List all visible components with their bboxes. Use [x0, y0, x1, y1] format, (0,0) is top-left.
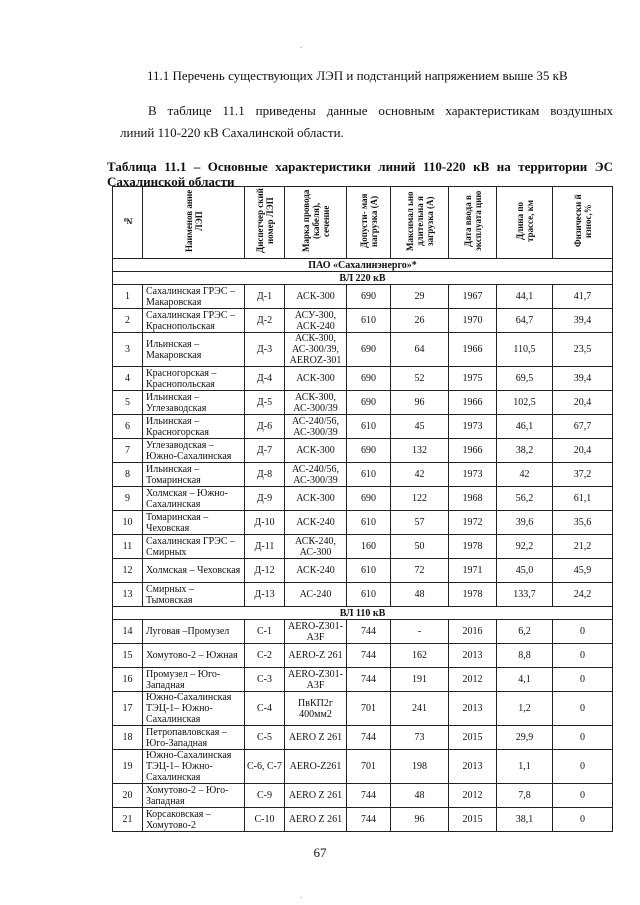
physical-wear: 23,5 — [553, 333, 613, 367]
line-name: Петропавловская – Юго-Западная — [143, 726, 245, 750]
physical-wear: 67,7 — [553, 415, 613, 439]
page-number: 67 — [313, 845, 327, 860]
dispatch-number: Д-7 — [245, 439, 285, 463]
physical-wear: 61,1 — [553, 487, 613, 511]
table-row — [113, 309, 613, 333]
physical-wear: 0 — [553, 750, 613, 784]
row-number: 3 — [113, 333, 143, 367]
commission-date: 2015 — [449, 726, 497, 750]
table-header-row — [113, 187, 613, 259]
allowed-load: 690 — [347, 439, 391, 463]
max-load: 162 — [391, 644, 449, 668]
route-length: 42 — [497, 463, 553, 487]
max-load: 64 — [391, 333, 449, 367]
physical-wear: 0 — [553, 668, 613, 692]
row-number: 2 — [113, 309, 143, 333]
dispatch-number: Д-6 — [245, 415, 285, 439]
max-load: 29 — [391, 285, 449, 309]
table-row — [113, 620, 613, 644]
column-header-label: Допусти- мая нагрузка (А) — [358, 193, 379, 249]
commission-date: 1966 — [449, 391, 497, 415]
physical-wear: 20,4 — [553, 439, 613, 463]
physical-wear: 21,2 — [553, 535, 613, 559]
commission-date: 1966 — [449, 439, 497, 463]
wire-brand: AERO-Z261 — [285, 750, 347, 784]
line-name: Корсаковская – Хомутово-2 — [143, 808, 245, 832]
column-header — [347, 187, 391, 259]
line-name: Смирных – Тымовская — [143, 583, 245, 607]
row-number: 10 — [113, 511, 143, 535]
max-load: 122 — [391, 487, 449, 511]
wire-brand: АСК-240 — [285, 559, 347, 583]
row-number: 9 — [113, 487, 143, 511]
dispatch-number: Д-12 — [245, 559, 285, 583]
route-length: 4,1 — [497, 668, 553, 692]
table-row — [113, 750, 613, 784]
dispatch-number: Д-1 — [245, 285, 285, 309]
table-row — [113, 535, 613, 559]
dispatch-number: С-10 — [245, 808, 285, 832]
route-length: 45,0 — [497, 559, 553, 583]
row-number: 8 — [113, 463, 143, 487]
route-length: 92,2 — [497, 535, 553, 559]
wire-brand: AERO-Z 261 — [285, 644, 347, 668]
line-name: Луговая –Промузел — [143, 620, 245, 644]
dispatch-number: Д-4 — [245, 367, 285, 391]
line-name: Холмская – Чеховская — [143, 559, 245, 583]
route-length: 46,1 — [497, 415, 553, 439]
column-header — [449, 187, 497, 259]
wire-brand: AERO Z 261 — [285, 808, 347, 832]
route-length: 1,2 — [497, 692, 553, 726]
line-name: Хомутово-2 – Южная — [143, 644, 245, 668]
dispatch-number: Д-13 — [245, 583, 285, 607]
table-row — [113, 784, 613, 808]
wire-brand: АСУ-300, АСК-240 — [285, 309, 347, 333]
max-load: 48 — [391, 784, 449, 808]
line-name: Ильинская – Красногорская — [143, 415, 245, 439]
column-header-label: Диспетчер ский номер ЛЭП — [254, 188, 275, 254]
allowed-load: 744 — [347, 644, 391, 668]
wire-brand: АС-240/56, АС-300/39 — [285, 463, 347, 487]
line-name: Сахалинская ГРЭС – Краснопольская — [143, 309, 245, 333]
column-header-label: Наименов ание ЛЭП — [183, 189, 204, 253]
commission-date: 2013 — [449, 692, 497, 726]
max-load: 42 — [391, 463, 449, 487]
table-row — [113, 808, 613, 832]
wire-brand: АСК-300 — [285, 487, 347, 511]
section-220-row — [113, 272, 613, 285]
max-load: 191 — [391, 668, 449, 692]
column-header-label: Длина по трассе, км — [514, 200, 535, 242]
column-header — [143, 187, 245, 259]
column-header — [391, 187, 449, 259]
column-header-label: № — [122, 216, 133, 226]
allowed-load: 610 — [347, 309, 391, 333]
allowed-load: 610 — [347, 559, 391, 583]
commission-date: 2016 — [449, 620, 497, 644]
max-load: 50 — [391, 535, 449, 559]
commission-date: 1968 — [449, 487, 497, 511]
table-row — [113, 391, 613, 415]
route-length: 1,1 — [497, 750, 553, 784]
table-row — [113, 583, 613, 607]
column-header — [245, 187, 285, 259]
allowed-load: 744 — [347, 668, 391, 692]
table-row — [113, 463, 613, 487]
table-row — [113, 487, 613, 511]
route-length: 133,7 — [497, 583, 553, 607]
route-length: 38,1 — [497, 808, 553, 832]
physical-wear: 0 — [553, 644, 613, 668]
table-row — [113, 439, 613, 463]
column-header — [497, 187, 553, 259]
row-number: 5 — [113, 391, 143, 415]
row-number: 20 — [113, 784, 143, 808]
max-load: 241 — [391, 692, 449, 726]
row-number: 21 — [113, 808, 143, 832]
route-length: 110,5 — [497, 333, 553, 367]
row-number: 12 — [113, 559, 143, 583]
wire-brand: АСК-300 — [285, 367, 347, 391]
route-length: 6,2 — [497, 620, 553, 644]
table-row — [113, 511, 613, 535]
route-length: 64,7 — [497, 309, 553, 333]
commission-date: 1973 — [449, 463, 497, 487]
dispatch-number: С-2 — [245, 644, 285, 668]
row-number: 15 — [113, 644, 143, 668]
caption-line-2: Сахалинской области — [107, 174, 235, 189]
max-load: - — [391, 620, 449, 644]
allowed-load: 610 — [347, 583, 391, 607]
physical-wear: 20,4 — [553, 391, 613, 415]
physical-wear: 0 — [553, 784, 613, 808]
allowed-load: 744 — [347, 784, 391, 808]
commission-date: 1966 — [449, 333, 497, 367]
line-name: Томаринская – Чеховская — [143, 511, 245, 535]
row-number: 17 — [113, 692, 143, 726]
company-row — [113, 259, 613, 272]
allowed-load: 690 — [347, 391, 391, 415]
section-110-row — [113, 607, 613, 620]
route-length: 44,1 — [497, 285, 553, 309]
column-header — [553, 187, 613, 259]
physical-wear: 39,4 — [553, 309, 613, 333]
line-name: Южно-Сахалинская ТЭЦ-1– Южно-Сахалинская — [143, 750, 245, 784]
commission-date: 1975 — [449, 367, 497, 391]
line-name: Хомутово-2 – Юго-Западная — [143, 784, 245, 808]
commission-date: 2012 — [449, 668, 497, 692]
physical-wear: 0 — [553, 692, 613, 726]
table-row — [113, 333, 613, 367]
row-number: 13 — [113, 583, 143, 607]
physical-wear: 37,2 — [553, 463, 613, 487]
allowed-load: 690 — [347, 367, 391, 391]
row-number: 4 — [113, 367, 143, 391]
dispatch-number: С-1 — [245, 620, 285, 644]
column-header — [113, 187, 143, 259]
commission-date: 1978 — [449, 535, 497, 559]
caption-line-1: Таблица 11.1 – Основные характеристики линий 110-220 кВ на территории ЭС — [107, 159, 613, 174]
table-row — [113, 692, 613, 726]
allowed-load: 701 — [347, 692, 391, 726]
table-caption — [107, 159, 613, 189]
physical-wear: 41,7 — [553, 285, 613, 309]
line-name: Углезаводская – Южно-Сахалинская — [143, 439, 245, 463]
row-number: 7 — [113, 439, 143, 463]
wire-brand: АСК-300, АС-300/39, AEROZ-301 — [285, 333, 347, 367]
route-length: 7,8 — [497, 784, 553, 808]
wire-brand: АСК-300 — [285, 439, 347, 463]
row-number: 1 — [113, 285, 143, 309]
allowed-load: 701 — [347, 750, 391, 784]
physical-wear: 0 — [553, 726, 613, 750]
dispatch-number: Д-3 — [245, 333, 285, 367]
physical-wear: 35,6 — [553, 511, 613, 535]
section-heading: 11.1 Перечень существующих ЛЭП и подстанций напряжением выше 35 кВ — [147, 68, 568, 83]
physical-wear: 24,2 — [553, 583, 613, 607]
commission-date: 1978 — [449, 583, 497, 607]
wire-brand: AERO-Z301-A3F — [285, 668, 347, 692]
wire-brand: AERO Z 261 — [285, 784, 347, 808]
max-load: 73 — [391, 726, 449, 750]
table-row — [113, 668, 613, 692]
wire-brand: АСК-240 — [285, 511, 347, 535]
dispatch-number: Д-5 — [245, 391, 285, 415]
line-name: Промузел – Юго-Западная — [143, 668, 245, 692]
table-row — [113, 367, 613, 391]
allowed-load: 610 — [347, 415, 391, 439]
wire-brand: AERO Z 261 — [285, 726, 347, 750]
column-header — [285, 187, 347, 259]
route-length: 56,2 — [497, 487, 553, 511]
route-length: 69,5 — [497, 367, 553, 391]
max-load: 57 — [391, 511, 449, 535]
commission-date: 2013 — [449, 644, 497, 668]
route-length: 8,8 — [497, 644, 553, 668]
scan-mark-bottom: . — [300, 890, 303, 900]
max-load: 26 — [391, 309, 449, 333]
max-load: 72 — [391, 559, 449, 583]
allowed-load: 160 — [347, 535, 391, 559]
row-number: 6 — [113, 415, 143, 439]
wire-brand: АСК-240, АС-300 — [285, 535, 347, 559]
dispatch-number: С-6, С-7 — [245, 750, 285, 784]
allowed-load: 744 — [347, 808, 391, 832]
column-header-label: Максимал ьно длительна я загрузка (А) — [404, 191, 435, 251]
route-length: 38,2 — [497, 439, 553, 463]
scan-mark-top: . — [300, 40, 303, 50]
line-name: Ильинская – Томаринская — [143, 463, 245, 487]
row-number: 18 — [113, 726, 143, 750]
commission-date: 1970 — [449, 309, 497, 333]
max-load: 52 — [391, 367, 449, 391]
commission-date: 1973 — [449, 415, 497, 439]
route-length: 39,6 — [497, 511, 553, 535]
commission-date: 2012 — [449, 784, 497, 808]
dispatch-number: Д-2 — [245, 309, 285, 333]
allowed-load: 690 — [347, 285, 391, 309]
intro-paragraph — [120, 100, 613, 144]
wire-brand: АСК-300 — [285, 285, 347, 309]
physical-wear: 0 — [553, 808, 613, 832]
commission-date: 2015 — [449, 808, 497, 832]
line-name: Ильинская – Макаровская — [143, 333, 245, 367]
line-name: Холмская – Южно-Сахалинская — [143, 487, 245, 511]
row-number: 19 — [113, 750, 143, 784]
commission-date: 2013 — [449, 750, 497, 784]
allowed-load: 610 — [347, 463, 391, 487]
allowed-load: 744 — [347, 620, 391, 644]
route-length: 102,5 — [497, 391, 553, 415]
dispatch-number: С-3 — [245, 668, 285, 692]
section-220-row-label: ВЛ 220 кВ — [113, 272, 613, 285]
physical-wear: 45,9 — [553, 559, 613, 583]
dispatch-number: Д-11 — [245, 535, 285, 559]
max-load: 132 — [391, 439, 449, 463]
max-load: 96 — [391, 808, 449, 832]
wire-brand: АСК-300, АС-300/39 — [285, 391, 347, 415]
column-header-label: Дата ввода в эксплуата цию — [462, 190, 483, 252]
allowed-load: 744 — [347, 726, 391, 750]
paragraph-line-1: В таблице 11.1 приведены данные основным характеристикам воздушных — [148, 103, 613, 118]
line-name: Сахалинская ГРЭС – Макаровская — [143, 285, 245, 309]
route-length: 29,9 — [497, 726, 553, 750]
row-number: 11 — [113, 535, 143, 559]
line-name: Южно-Сахалинская ТЭЦ-1– Южно-Сахалинская — [143, 692, 245, 726]
paragraph-line-2: линий 110-220 кВ Сахалинской области. — [120, 125, 344, 140]
table-row — [113, 726, 613, 750]
allowed-load: 690 — [347, 333, 391, 367]
commission-date: 1971 — [449, 559, 497, 583]
dispatch-number: С-9 — [245, 784, 285, 808]
company-row-label: ПАО «Сахалинэнерго»* — [113, 259, 613, 272]
dispatch-number: Д-8 — [245, 463, 285, 487]
physical-wear: 39,4 — [553, 367, 613, 391]
max-load: 48 — [391, 583, 449, 607]
section-110-row-label: ВЛ 110 кВ — [113, 607, 613, 620]
dispatch-number: С-4 — [245, 692, 285, 726]
dispatch-number: С-5 — [245, 726, 285, 750]
column-header-label: Физически й износ,% — [572, 194, 593, 248]
table-row — [113, 415, 613, 439]
column-header-label: Марка провода (кабеля), сечение — [300, 189, 331, 253]
wire-brand: АС-240 — [285, 583, 347, 607]
wire-brand: AERO-Z301-A3F — [285, 620, 347, 644]
row-number: 16 — [113, 668, 143, 692]
allowed-load: 610 — [347, 511, 391, 535]
max-load: 96 — [391, 391, 449, 415]
line-name: Ильинская – Углезаводская — [143, 391, 245, 415]
physical-wear: 0 — [553, 620, 613, 644]
wire-brand: АС-240/56, АС-300/39 — [285, 415, 347, 439]
table-row — [113, 644, 613, 668]
line-name: Красногорская – Краснопольская — [143, 367, 245, 391]
line-name: Сахалинская ГРЭС – Смирных — [143, 535, 245, 559]
allowed-load: 690 — [347, 487, 391, 511]
row-number: 14 — [113, 620, 143, 644]
dispatch-number: Д-9 — [245, 487, 285, 511]
table-row — [113, 285, 613, 309]
table-row — [113, 559, 613, 583]
dispatch-number: Д-10 — [245, 511, 285, 535]
commission-date: 1972 — [449, 511, 497, 535]
max-load: 45 — [391, 415, 449, 439]
wire-brand: ПвКП2г 400мм2 — [285, 692, 347, 726]
commission-date: 1967 — [449, 285, 497, 309]
max-load: 198 — [391, 750, 449, 784]
lines-table — [112, 186, 613, 832]
